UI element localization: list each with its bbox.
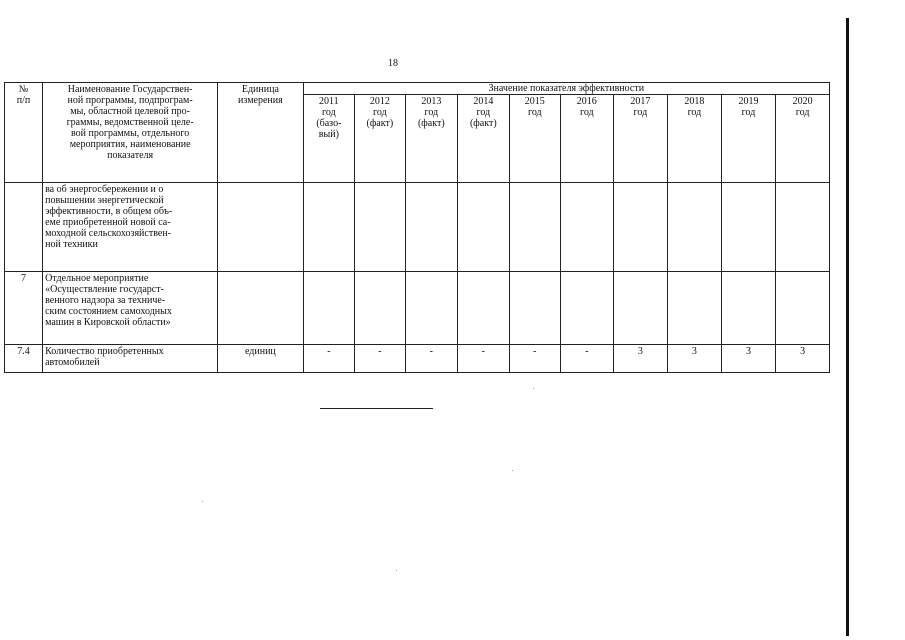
- row-num: 7.4: [5, 345, 43, 373]
- table-row: [5, 345, 830, 373]
- year-header: 2012 год (факт): [355, 95, 405, 183]
- value-cell: 3: [613, 345, 668, 373]
- value-cell: [613, 183, 668, 272]
- row-name: ва об энергосбережении и о повышении энергетической эффективности, в общем объ- еме приобретенной новой са- моходной сельскохозяйствен- ной техники: [43, 183, 218, 272]
- value-cell: [458, 272, 509, 345]
- row-unit: [218, 183, 303, 272]
- table-row: [5, 272, 830, 345]
- value-cell: [721, 183, 776, 272]
- scan-speck: [512, 470, 513, 471]
- scan-speck: [202, 501, 203, 502]
- year-header: 2020 год: [776, 95, 830, 183]
- value-cell: [458, 183, 509, 272]
- value-cell: -: [405, 345, 458, 373]
- year-header: 2018 год: [668, 95, 722, 183]
- year-header: 2014 год (факт): [458, 95, 509, 183]
- value-cell: 3: [721, 345, 776, 373]
- row-unit: единиц: [218, 345, 303, 373]
- value-cell: [613, 272, 668, 345]
- value-cell: [509, 272, 560, 345]
- value-cell: 3: [776, 345, 830, 373]
- header-group: Значение показателя эффективности: [303, 83, 829, 95]
- year-header: 2013 год (факт): [405, 95, 458, 183]
- header-unit: Единица измерения: [218, 83, 303, 183]
- value-cell: -: [458, 345, 509, 373]
- value-cell: [355, 272, 405, 345]
- header-name: Наименование Государствен- ной программы, подпрограм- мы, областной целевой про- граммы, ведомственной целе- вой программы, отдельного мероприятия, наименование показателя: [43, 83, 218, 183]
- value-cell: 3: [668, 345, 722, 373]
- value-cell: [405, 272, 458, 345]
- row-name: Количество приобретенных автомобилей: [43, 345, 218, 373]
- year-header: 2016 год: [561, 95, 614, 183]
- value-cell: -: [509, 345, 560, 373]
- row-num: [5, 183, 43, 272]
- scan-speck: [396, 570, 397, 571]
- value-cell: [303, 272, 354, 345]
- value-cell: [668, 183, 722, 272]
- year-header: 2019 год: [721, 95, 776, 183]
- value-cell: [776, 272, 830, 345]
- value-cell: -: [355, 345, 405, 373]
- value-cell: [561, 183, 614, 272]
- value-cell: [509, 183, 560, 272]
- value-cell: [776, 183, 830, 272]
- scan-edge-bar: [846, 18, 849, 636]
- value-cell: [561, 272, 614, 345]
- year-header: 2011 год (базо- вый): [303, 95, 354, 183]
- value-cell: [405, 183, 458, 272]
- efficiency-indicators-table: [4, 82, 830, 373]
- row-num: 7: [5, 272, 43, 345]
- value-cell: -: [303, 345, 354, 373]
- row-unit: [218, 272, 303, 345]
- page-number: 18: [388, 58, 398, 69]
- value-cell: [721, 272, 776, 345]
- scan-speck: [533, 388, 534, 389]
- value-cell: [303, 183, 354, 272]
- value-cell: [668, 272, 722, 345]
- header-row-1: [5, 83, 830, 95]
- end-of-table-rule: [320, 408, 433, 409]
- value-cell: -: [561, 345, 614, 373]
- row-name: Отдельное мероприятие «Осуществление государст- венного надзора за техниче- ским состоянием самоходных машин в Кировской области»: [43, 272, 218, 345]
- header-num: № п/п: [5, 83, 43, 183]
- year-header: 2015 год: [509, 95, 560, 183]
- table-row: [5, 183, 830, 272]
- value-cell: [355, 183, 405, 272]
- year-header: 2017 год: [613, 95, 668, 183]
